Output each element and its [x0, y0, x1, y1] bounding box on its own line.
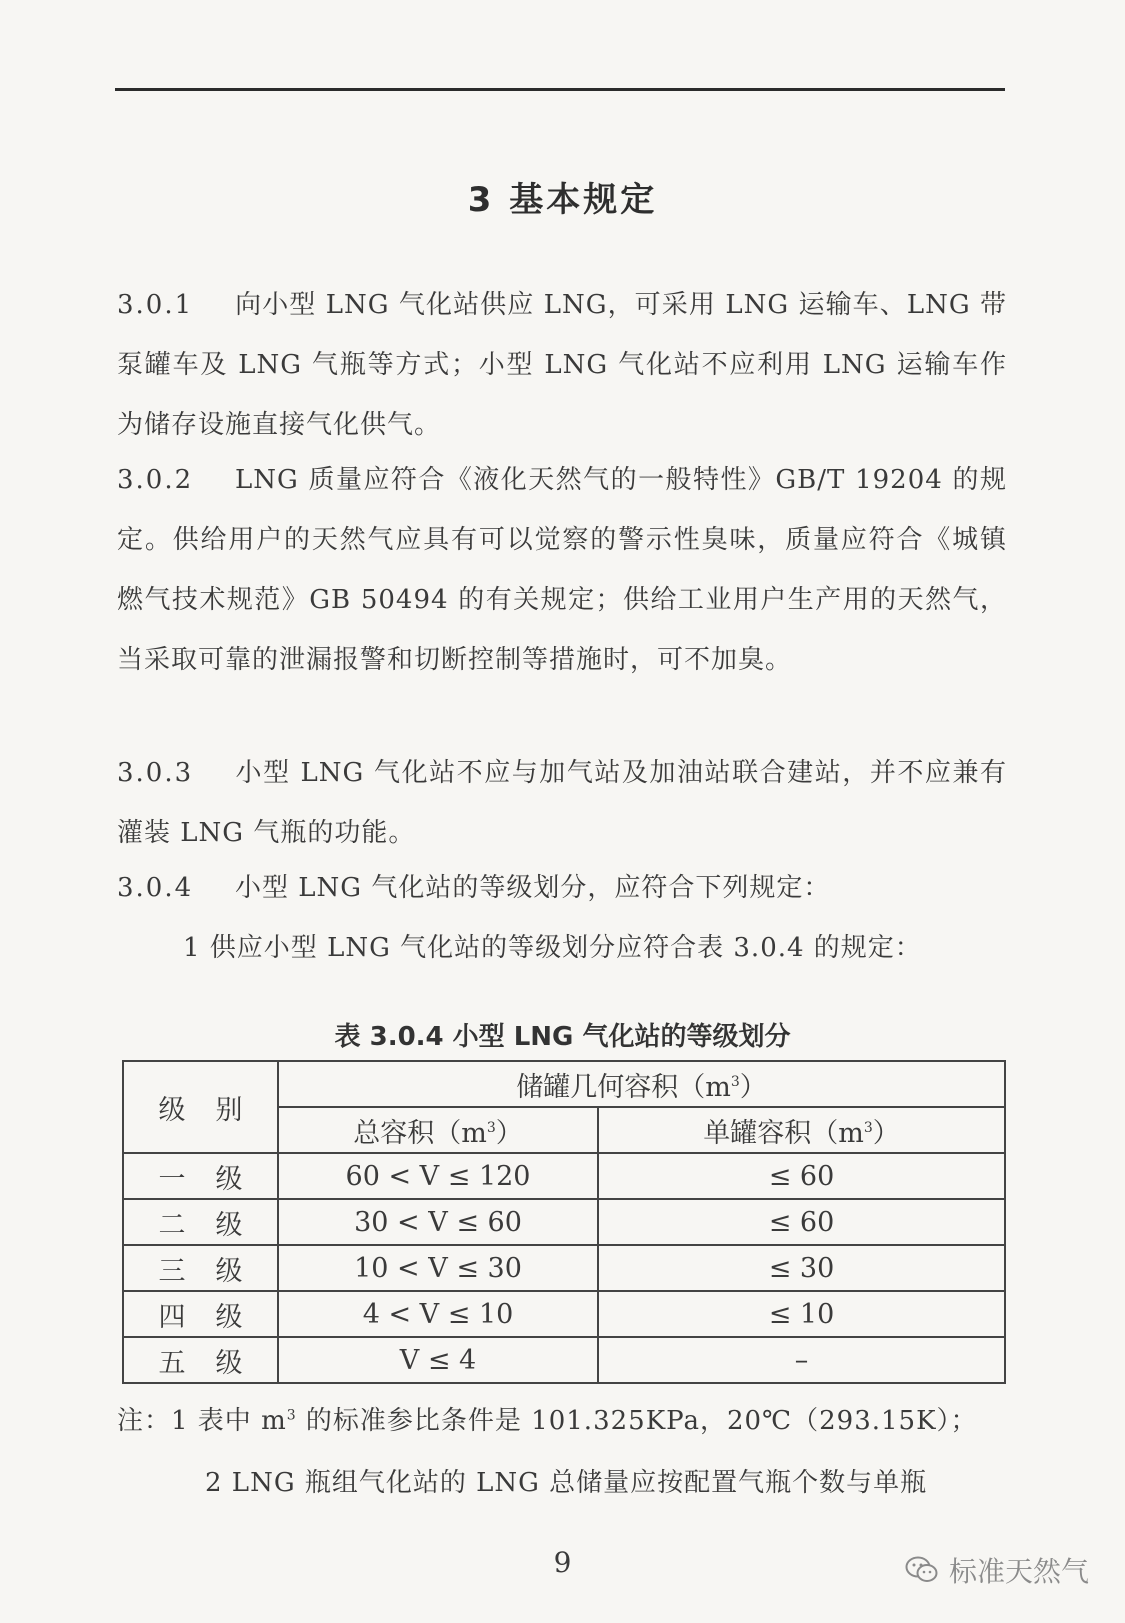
cell-total: 30 < V ≤ 60 — [278, 1199, 598, 1245]
watermark — [905, 1550, 1089, 1590]
cell-level: 三级 — [123, 1245, 278, 1291]
cell-single: ≤ 10 — [598, 1291, 1005, 1337]
cell-total: 10 < V ≤ 30 — [278, 1245, 598, 1291]
cell-total: 60 < V ≤ 120 — [278, 1153, 598, 1199]
grade-table — [122, 1060, 1006, 1384]
clause-text: 小型 LNG 气化站的等级划分，应符合下列规定： — [235, 873, 831, 903]
clause-3-0-1 — [117, 275, 1007, 455]
cell-single: ≤ 30 — [598, 1245, 1005, 1291]
cell-level: 一级 — [123, 1153, 278, 1199]
cell-total: V ≤ 4 — [278, 1337, 598, 1383]
header-total: 总容积$(m^3)$ — [278, 1107, 598, 1153]
table-row — [123, 1199, 1005, 1245]
table-header-row — [123, 1061, 1005, 1107]
clause-3-0-4 — [117, 858, 1007, 918]
header-group: 储罐几何容积$(m^3)$ — [278, 1061, 1005, 1107]
table-row — [123, 1153, 1005, 1199]
clause-number: 3.0.1 — [117, 290, 194, 320]
cell-single: ≤ 60 — [598, 1199, 1005, 1245]
cell-level: 二级 — [123, 1199, 278, 1245]
wechat-icon — [905, 1556, 939, 1584]
header-level: 级别 — [123, 1061, 278, 1153]
cell-level: 五级 — [123, 1337, 278, 1383]
cell-level: 四级 — [123, 1291, 278, 1337]
clause-number: 3.0.4 — [117, 873, 194, 903]
table-row — [123, 1291, 1005, 1337]
table-note-2: 2 LNG 瓶组气化站的 LNG 总储量应按配置气瓶个数与单瓶 — [205, 1468, 928, 1498]
list-item: 1 供应小型 LNG 气化站的等级划分应符合表 3.0.4 的规定： — [183, 933, 922, 963]
table-caption: 表 3.0.4 小型 LNG 气化站的等级划分 — [334, 1022, 791, 1052]
table-row — [123, 1337, 1005, 1383]
header-rule — [115, 88, 1005, 91]
clause-text: LNG 质量应符合《液化天然气的一般特性》GB/T 19204 的规定。供给用户的天然气应具有可以觉察的警示性臭味，质量应符合《城镇燃气技术规范》GB 50494 的有关规定；供给工业用户生产用的天然气，当采取可靠的泄漏报警和切断控制等措施时，可不加臭。 — [117, 465, 1007, 675]
table-row — [123, 1245, 1005, 1291]
clause-text: 小型 LNG 气化站不应与加气站及加油站联合建站，并不应兼有灌装 LNG 气瓶的功能。 — [117, 758, 1007, 848]
chapter-title: 3 基本规定 — [467, 180, 658, 220]
cell-single: ≤ 60 — [598, 1153, 1005, 1199]
header-single: 单罐容积$(m^3)$ — [598, 1107, 1005, 1153]
clause-number: 3.0.3 — [117, 758, 194, 788]
clause-3-0-2 — [117, 450, 1007, 690]
clause-text: 向小型 LNG 气化站供应 LNG，可采用 LNG 运输车、LNG 带泵罐车及 LNG 气瓶等方式；小型 LNG 气化站不应利用 LNG 运输车作为储存设施直接气化供气。 — [117, 290, 1007, 440]
clause-3-0-3 — [117, 743, 1007, 863]
cell-total: 4 < V ≤ 10 — [278, 1291, 598, 1337]
table-note-1: 注：1 表中 $m^3$ 的标准参比条件是 101.325KPa，20℃（293.15K）； — [117, 1406, 978, 1436]
cell-single: – — [598, 1337, 1005, 1383]
clause-number: 3.0.2 — [117, 465, 194, 495]
page-number: 9 — [553, 1546, 572, 1579]
watermark-text: 标准天然气 — [949, 1555, 1090, 1588]
